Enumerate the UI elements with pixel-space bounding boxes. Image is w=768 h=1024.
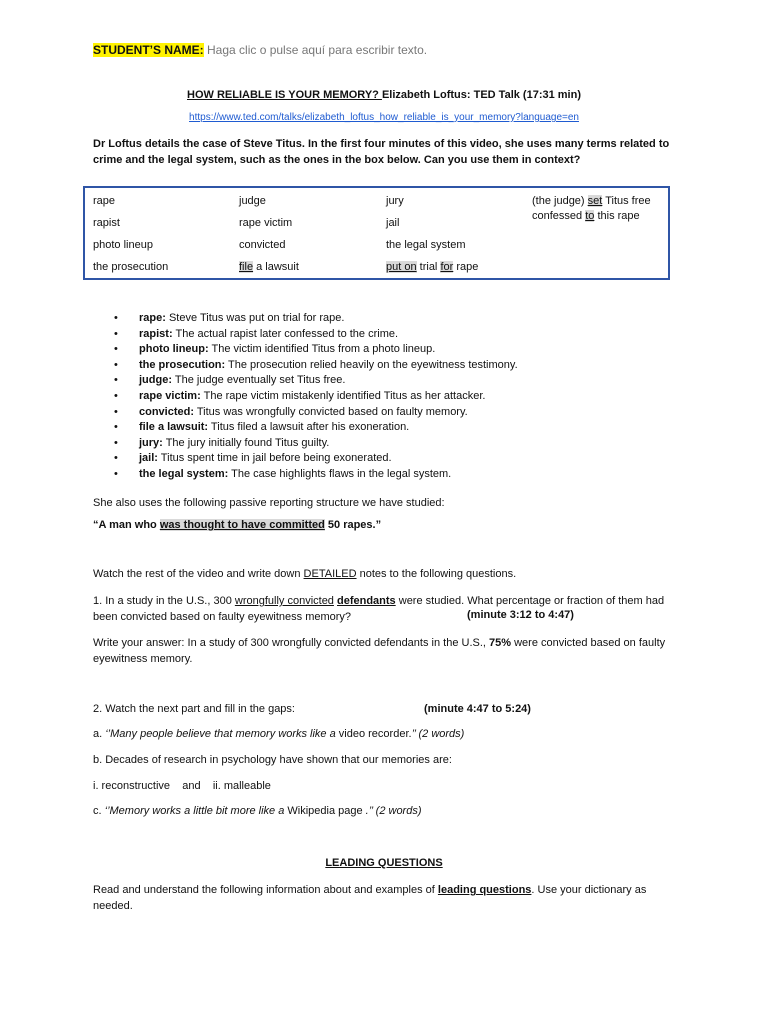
title-question: HOW RELIABLE IS YOUR MEMORY?: [187, 89, 382, 101]
vocab-highlight: file: [239, 261, 254, 273]
answer-text: were convicted based on faulty eyewitness memory.: [93, 637, 666, 665]
leading-questions-paragraph: [93, 882, 673, 914]
example-term: judge:: [139, 374, 172, 387]
video-link-row: [0, 111, 768, 123]
vocab-highlight: for: [440, 261, 454, 273]
leading-questions-heading: LEADING QUESTIONS: [325, 857, 443, 869]
vocab-term-confessed-to: [532, 210, 640, 222]
student-name-label: STUDENT’S NAME:: [93, 43, 204, 57]
bullet-icon: •: [114, 452, 118, 465]
example-sentence: [139, 437, 329, 449]
q2-b: b. Decades of research in psychology have shown that our memories are:: [93, 754, 452, 766]
bullet-icon: •: [114, 327, 118, 340]
quote-close: 50 rapes.”: [324, 519, 382, 531]
example-term: rape victim:: [139, 389, 201, 402]
leading-text: . Use your dictionary as needed.: [93, 884, 647, 912]
example-term: photo lineup:: [139, 343, 209, 356]
example-term: jail:: [139, 452, 158, 465]
q1-minute: (minute 3:12 to 4:47): [467, 609, 574, 621]
example-sentence: [139, 312, 344, 324]
vocab-term: jury: [386, 195, 404, 207]
answer-text: Write your answer: In a study of 300 wrongfully convicted defendants in the U.S.,: [93, 637, 490, 649]
q2-c-label: c.: [93, 805, 105, 817]
vocab-term: jail: [386, 217, 400, 229]
bullet-icon: •: [114, 467, 118, 480]
vocab-term: the prosecution: [93, 261, 169, 273]
vocab-term: photo lineup: [93, 239, 153, 251]
instructions-emphasis: DETAILED: [303, 568, 357, 580]
passive-intro: She also uses the following passive reporting structure we have studied:: [93, 497, 445, 509]
example-text: The actual rapist later confessed to the crime.: [172, 327, 399, 340]
bullet-icon: •: [114, 312, 118, 324]
example-term: convicted:: [139, 405, 195, 418]
example-text: Steve Titus was put on trial for rape.: [165, 312, 345, 324]
vocab-text: trial: [416, 261, 441, 273]
example-text: The case highlights flaws in the legal system.: [228, 467, 452, 480]
vocab-text: confessed: [532, 210, 586, 222]
example-term: jury:: [139, 436, 163, 449]
q1-underline-bold: defendants: [337, 595, 396, 607]
vocab-text: (the judge): [532, 195, 588, 207]
vocab-text: rape: [453, 261, 479, 273]
vocabulary-box: [83, 186, 670, 280]
example-text: Titus filed a lawsuit after his exoneration.: [208, 421, 410, 434]
vocab-term-set-free: [532, 195, 651, 207]
quote-highlight: was thought to have committed: [159, 519, 325, 531]
leading-emphasis: leading questions: [437, 884, 532, 896]
q2-a-label: a.: [93, 728, 106, 740]
quote-open: “A man who: [93, 519, 160, 531]
bullet-icon: •: [114, 421, 118, 434]
vocab-term: rape victim: [239, 217, 293, 229]
example-sentence: [139, 374, 345, 386]
leading-text: Read and understand the following information about and examples of: [93, 884, 438, 896]
bullet-icon: •: [114, 436, 118, 449]
passive-quote: [93, 519, 381, 531]
example-sentence: [139, 421, 409, 433]
example-text: Titus spent time in jail before being exonerated.: [157, 452, 392, 465]
answer-value: 75%: [489, 637, 512, 649]
vocab-term-file-lawsuit: [239, 261, 299, 273]
example-term: the prosecution:: [139, 358, 226, 371]
student-name-row: [93, 43, 427, 57]
q2-a: [93, 728, 464, 740]
example-text: The jury initially found Titus guilty.: [162, 436, 330, 449]
q2-label: 2. Watch the next part and fill in the gaps:: [93, 703, 295, 715]
example-term: rape:: [139, 312, 166, 324]
example-term: file a lawsuit:: [139, 421, 209, 434]
bullet-icon: •: [114, 343, 118, 356]
q2-c-quote-end: .’’ (2 words): [365, 805, 422, 817]
video-link[interactable]: https://www.ted.com/talks/elizabeth_loftus_how_reliable_is_your_memory?language=en: [189, 112, 579, 123]
q2-b-answer[interactable]: i. reconstructive and ii. malleable: [93, 780, 271, 792]
q2-a-quote: ‘’Many people believe that memory works like a: [105, 728, 336, 740]
instructions-text: Watch the rest of the video and write down: [93, 568, 304, 580]
vocab-text: a lawsuit: [253, 261, 299, 273]
question-1: [93, 593, 673, 625]
intro-paragraph: Dr Loftus details the case of Steve Titus. In the first four minutes of this video, she uses many terms related to crime and the legal system, such as the ones in the box below. Can you use them in context?: [93, 138, 670, 166]
q1-answer[interactable]: [93, 635, 673, 667]
example-text: The judge eventually set Titus free.: [172, 374, 346, 387]
q2-a-quote-end: ’’ (2 words): [411, 728, 465, 740]
example-text: The prosecution relied heavily on the eyewitness testimony.: [225, 358, 518, 371]
q2-c-answer[interactable]: Wikipedia page: [284, 805, 366, 817]
vocab-highlight: set: [587, 195, 603, 207]
example-sentence: [139, 406, 468, 418]
bullet-icon: •: [114, 405, 118, 418]
vocab-text: Titus free: [602, 195, 651, 207]
vocab-term: rape: [93, 195, 116, 207]
vocab-term-put-on-trial: [386, 261, 478, 273]
instructions: [93, 568, 516, 580]
bullet-icon: •: [114, 358, 118, 371]
bullet-icon: •: [114, 374, 118, 387]
example-sentence: [139, 468, 451, 480]
example-sentence: [139, 343, 435, 355]
example-sentence: [139, 359, 518, 371]
document-title: [0, 89, 768, 101]
example-sentence: [139, 328, 398, 340]
vocab-highlight: put on: [386, 261, 417, 273]
vocab-term: convicted: [239, 239, 286, 251]
vocab-term: judge: [239, 195, 266, 207]
q2-c-quote: ‘’Memory works a little bit more like a: [104, 805, 285, 817]
example-sentence: [139, 452, 392, 464]
vocab-term: the legal system: [386, 239, 466, 251]
vocab-text: this rape: [594, 210, 640, 222]
example-text: The rape victim mistakenly identified Titus as her attacker.: [200, 389, 486, 402]
q1-text: 1. In a study in the U.S., 300: [93, 595, 235, 607]
example-term: rapist:: [139, 327, 173, 340]
example-sentence: [139, 390, 485, 402]
title-speaker: Elizabeth Loftus: TED Talk (17:31 min): [381, 89, 581, 101]
vocab-highlight: to: [585, 210, 595, 222]
bullet-icon: •: [114, 389, 118, 402]
example-text: Titus was wrongfully convicted based on faulty memory.: [194, 405, 468, 418]
q1-underline: wrongfully convicted: [234, 595, 334, 607]
example-text: The victim identified Titus from a photo lineup.: [208, 343, 436, 356]
q2-c: [93, 805, 422, 817]
student-name-field[interactable]: Haga clic o pulse aquí para escribir texto.: [207, 43, 428, 57]
instructions-text: notes to the following questions.: [356, 568, 517, 580]
q1-text: were studied. What percentage or fraction of them had been convicted based on faulty eyewitness memory?: [93, 595, 665, 623]
q2-minute: (minute 4:47 to 5:24): [424, 703, 531, 715]
q2-a-answer[interactable]: video recorder.: [335, 728, 412, 740]
example-term: the legal system:: [139, 467, 229, 480]
vocab-term: rapist: [93, 217, 120, 229]
